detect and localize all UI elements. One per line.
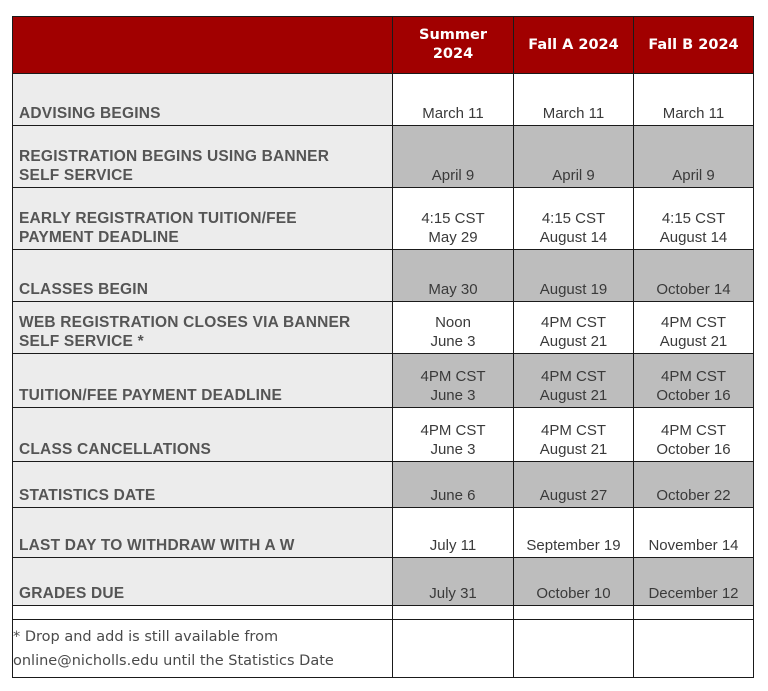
cell-fall-b: [634, 302, 754, 354]
cell-line2: October 16: [656, 441, 731, 458]
cell-line2: October 16: [656, 387, 731, 404]
cell-fall-a: [514, 508, 634, 558]
header-row: [13, 17, 754, 74]
cell-summer: [393, 126, 514, 188]
footnote-line2: online@nicholls.edu until the Statistics Date: [13, 652, 334, 669]
cell-line1: 4PM CST: [660, 422, 726, 439]
cell-line2: May 30: [428, 281, 478, 298]
row-label-line2: SELF SERVICE *: [19, 333, 144, 350]
cell-fall-a: [514, 188, 634, 250]
cell-fall-b: [634, 188, 754, 250]
cell-fall-b: [634, 126, 754, 188]
cell-line2: November 14: [648, 537, 739, 554]
cell-summer: [393, 250, 514, 302]
cell-line2: August 21: [539, 387, 608, 404]
cell-fall-b: [634, 250, 754, 302]
cell-line1: 4:15 CST: [541, 210, 606, 227]
row-label: [13, 188, 393, 250]
footnote-empty-cell: [393, 620, 514, 678]
spacer-row: [13, 606, 754, 620]
cell-line1: 4:15 CST: [661, 210, 726, 227]
cell-line1: 4PM CST: [660, 368, 726, 385]
cell-line1: 4PM CST: [420, 422, 486, 439]
cell-fall-b: [634, 74, 754, 126]
footnote-line1: * Drop and add is still available from: [13, 628, 279, 645]
cell-line2: July 31: [429, 585, 477, 602]
header-summer-line1: Summer: [419, 27, 487, 43]
header-fall-a-2024: Fall A 2024: [514, 17, 634, 74]
cell-summer: [393, 558, 514, 606]
row-advising-begins: [13, 74, 754, 126]
row-label-line1: REGISTRATION BEGINS USING BANNER: [19, 148, 330, 165]
cell-line2: May 29: [428, 229, 478, 246]
row-label-line1: EARLY REGISTRATION TUITION/FEE: [19, 210, 297, 227]
cell-fall-a: [514, 462, 634, 508]
row-web-registration-closes: [13, 302, 754, 354]
row-label: [13, 408, 393, 462]
cell-summer: [393, 188, 514, 250]
row-label-line2: PAYMENT DEADLINE: [19, 229, 179, 246]
spacer-cell: [634, 606, 754, 620]
spacer-cell: [13, 606, 393, 620]
cell-line1: Noon: [435, 314, 471, 331]
row-label-line1: ADVISING BEGINS: [19, 105, 161, 122]
cell-line1: 4PM CST: [420, 368, 486, 385]
cell-summer: [393, 508, 514, 558]
cell-summer: [393, 74, 514, 126]
cell-line2: July 11: [429, 537, 477, 554]
row-last-day-withdraw: [13, 508, 754, 558]
row-label: [13, 250, 393, 302]
row-label: [13, 74, 393, 126]
cell-fall-a: [514, 250, 634, 302]
cell-summer: [393, 462, 514, 508]
cell-line2: March 11: [542, 105, 605, 122]
cell-line2: October 22: [656, 487, 731, 504]
cell-line1: 4PM CST: [540, 314, 606, 331]
cell-line2: April 9: [552, 167, 595, 184]
cell-line2: December 12: [648, 585, 739, 602]
footnote-empty-cell: [634, 620, 754, 678]
cell-fall-a: [514, 558, 634, 606]
cell-line2: October 14: [656, 281, 731, 298]
row-label-line1: GRADES DUE: [19, 585, 125, 602]
header-summer-2024: [393, 17, 514, 74]
row-label-line1: LAST DAY TO WITHDRAW WITH A W: [19, 537, 295, 554]
row-label: [13, 508, 393, 558]
cell-fall-b: [634, 408, 754, 462]
cell-line2: June 3: [430, 387, 476, 404]
cell-line2: August 14: [539, 229, 608, 246]
row-grades-due: [13, 558, 754, 606]
row-class-cancellations: [13, 408, 754, 462]
row-classes-begin: [13, 250, 754, 302]
cell-fall-a: [514, 354, 634, 408]
academic-calendar-table: [12, 16, 754, 678]
cell-line2: August 14: [659, 229, 728, 246]
cell-line2: April 9: [672, 167, 715, 184]
header-blank-cell: [13, 17, 393, 74]
row-label: [13, 558, 393, 606]
cell-line2: June 3: [430, 441, 476, 458]
cell-line2: October 10: [536, 585, 611, 602]
row-label-line1: CLASS CANCELLATIONS: [19, 441, 212, 458]
cell-line2: August 27: [539, 487, 608, 504]
row-label-line1: CLASSES BEGIN: [19, 281, 149, 298]
cell-fall-a: [514, 74, 634, 126]
cell-line2: August 19: [539, 281, 608, 298]
cell-fall-a: [514, 126, 634, 188]
spacer-cell: [393, 606, 514, 620]
cell-line2: June 6: [430, 487, 476, 504]
cell-line2: August 21: [539, 333, 608, 350]
cell-line2: April 9: [431, 167, 475, 184]
row-label-line1: WEB REGISTRATION CLOSES VIA BANNER: [19, 314, 351, 331]
row-label-line1: STATISTICS DATE: [19, 487, 156, 504]
header-summer-line2: 2024: [432, 46, 474, 62]
header-fall-b-2024: Fall B 2024: [634, 17, 754, 74]
cell-line1: 4:15 CST: [421, 210, 485, 227]
cell-line2: June 3: [430, 333, 476, 350]
cell-line2: March 11: [662, 105, 725, 122]
cell-summer: [393, 302, 514, 354]
row-early-registration-deadline: [13, 188, 754, 250]
cell-line2: March 11: [422, 105, 484, 122]
cell-fall-a: [514, 302, 634, 354]
cell-line2: August 21: [539, 441, 608, 458]
row-label: [13, 126, 393, 188]
row-label: [13, 462, 393, 508]
row-tuition-fee-deadline: [13, 354, 754, 408]
cell-fall-b: [634, 462, 754, 508]
row-label-line1: TUITION/FEE PAYMENT DEADLINE: [19, 387, 283, 404]
footnote: [13, 620, 393, 678]
row-label-line2: SELF SERVICE: [19, 167, 134, 184]
cell-line1: 4PM CST: [540, 368, 606, 385]
row-label: [13, 354, 393, 408]
cell-line1: 4PM CST: [660, 314, 726, 331]
cell-fall-b: [634, 558, 754, 606]
cell-fall-a: [514, 408, 634, 462]
row-registration-begins: [13, 126, 754, 188]
cell-line1: 4PM CST: [540, 422, 606, 439]
cell-line2: September 19: [526, 537, 621, 554]
footnote-row: [13, 620, 754, 678]
cell-line2: August 21: [659, 333, 728, 350]
cell-fall-b: [634, 354, 754, 408]
row-statistics-date: [13, 462, 754, 508]
cell-fall-b: [634, 508, 754, 558]
spacer-cell: [514, 606, 634, 620]
row-label: [13, 302, 393, 354]
cell-summer: [393, 408, 514, 462]
cell-summer: [393, 354, 514, 408]
footnote-empty-cell: [514, 620, 634, 678]
